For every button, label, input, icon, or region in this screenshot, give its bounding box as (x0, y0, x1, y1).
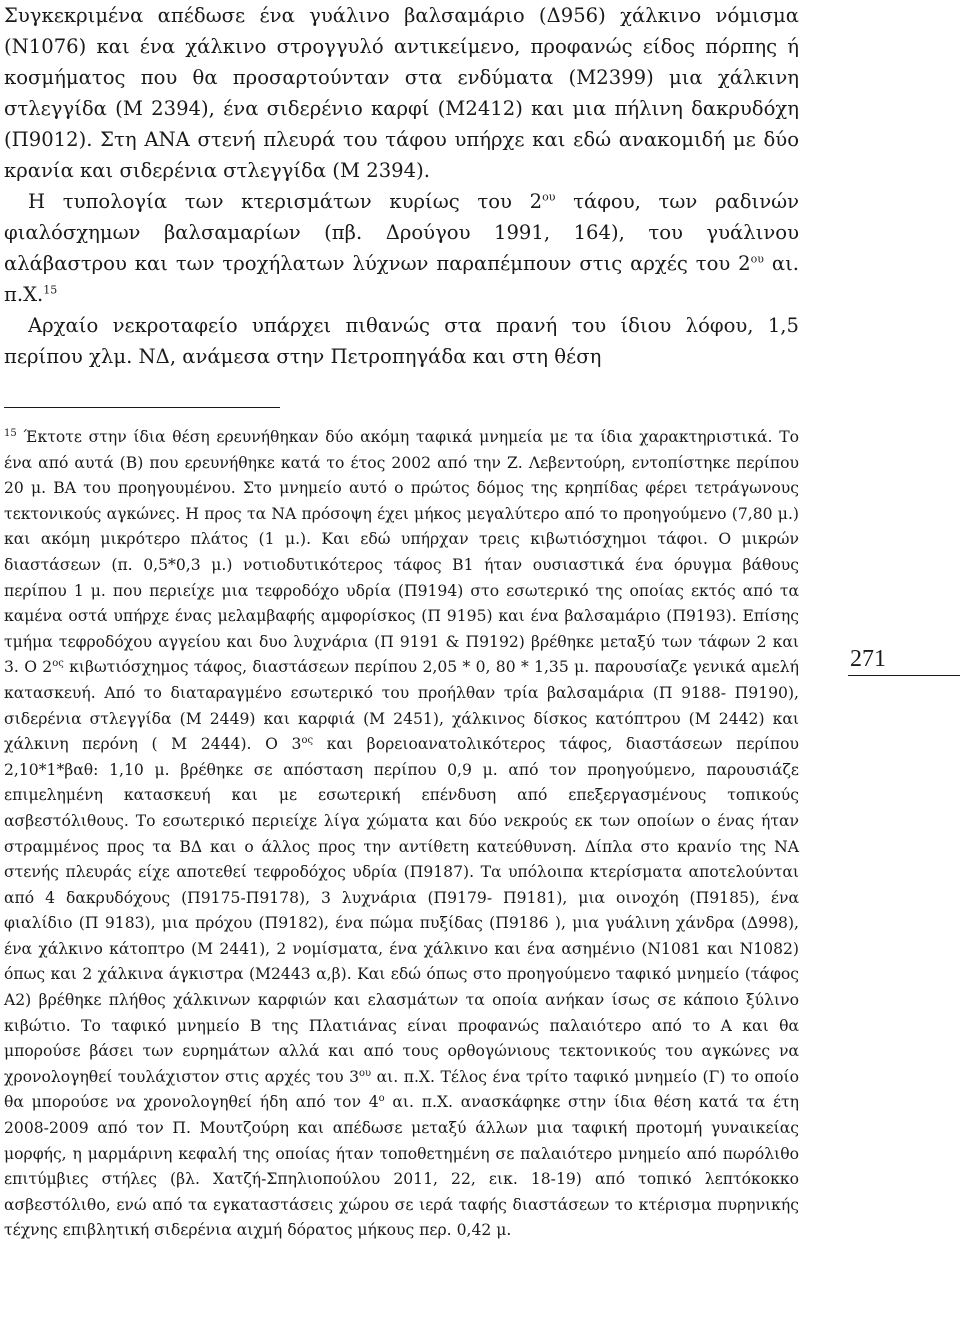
paragraph-2: Η τυπολογία των κτερισμάτων κυρίως του $2^{o\upsilon}$ τάφου, των ραδινών φιαλόσχημων βαλσαμαρίων (πβ. Δρούγου 1991, 164), του γυάλινου αλάβαστρου και των τροχήλατων λύχνων παραπέμπουν στις αρχές του $2^{o\upsilon}$ αι. π.Χ.$^{15}$ (4, 190, 800, 306)
superscript: ου (359, 1067, 372, 1079)
footnote-separator (4, 407, 280, 408)
superscript: ου (750, 252, 764, 266)
page-number-rule (848, 675, 960, 676)
superscript: ου (542, 190, 556, 204)
paragraph-1: Συγκεκριμένα απέδωσε ένα γυάλινο βαλσαμάριο (Δ956) χάλκινο νόμισμα (Ν1076) και ένα χάλκινο στρογγυλό αντικείμενο, προφανώς είδος πόρπης ή κοσμήματος που θα προσαρτούνταν στα ενδύματα (Μ2399) μια χάλκινη στλεγγίδα (Μ 2394), ένα σιδερένιο καρφί (Μ2412) και μια πήλινη δακρυδόχη (Π9012). Στη ΑΝΑ στενή πλευρά του τάφου υπήρχε και εδώ ανακομιδή με δύο κρανία και σιδερένια στλεγγίδα (Μ 2394). (4, 4, 799, 182)
footnote (4, 425, 799, 1244)
page-number (848, 644, 960, 676)
footnote-number: 15 (4, 427, 17, 439)
footnote-reference[interactable]: 15 (43, 283, 58, 297)
main-text (4, 0, 799, 372)
page-number-text: 271 (850, 646, 886, 672)
superscript: ος (301, 734, 314, 746)
superscript: ο (378, 1093, 385, 1105)
footnote-paragraph: $^{15}$ Έκτοτε στην ίδια θέση ερευνήθηκαν δύο ακόμη ταφικά μνημεία με τα ίδια χαρακτηριστικά. Το ένα από αυτά (Β) που ερευνήθηκε κατά το έτος 2002 από την Ζ. Λεβεντούρη, εντοπίστηκε περίπου 20 μ. ΒΑ του προηγουμένου. Στο μνημείο αυτό ο πρώτος δόμος της κρηπίδας φέρει τετράγωνους τεκτονικούς αγκώνες. Η προς τα ΝΑ πρόσοψη έχει μήκος μεγαλύτερο από το προηγούμενο (7,80 μ.) και ακόμη μικρότερο πλάτος (1 μ.). Και εδώ υπήρχαν τρεις κιβωτιόσχημοι τάφοι. Ο μικρών διαστάσεων (π. 0,5*0,3 μ.) νοτιοδυτικότερος τάφος Β1 ήταν ουσιαστικά ένα όρυγμα βάθους περίπου 1 μ. που περιείχε μια τεφροδόχο υδρία (Π9194) στο εσωτερικό της οποίας εκτός από τα καμένα οστά υπήρχε ένας μελαμβαφής αμφορίσκος (Π 9195) και ένα βαλσαμάριο (Π9193). Επίσης τμήμα τεφροδόχου αγγείου και δυο λυχνάρια (Π 9191 & Π9192) βρέθηκε μεταξύ των τάφων 2 και 3. Ο $2^{o\varsigma}$ κιβωτιόσχημος τάφος, διαστάσεων περίπου 2,05 * 0, 80 * 1,35 μ. παρουσίαζε γενικά αμελή κατασκευή. Από το διαταραγμένο εσωτερικό του προήλθαν τρία βαλσαμάρια (Π 9188- Π9190), σιδερένια στλεγγίδα (Μ 2449) και καρφιά (Μ 2451), χάλκινος δίσκος κατόπτρου (Μ 2442) και χάλκινη περόνη ( Μ 2444). Ο $3^{o\varsigma}$ και βορειοανατολικότερος τάφος, διαστάσεων περίπου 2,10*1*βαθ: 1,10 μ. βρέθηκε σε απόσταση περίπου 0,9 μ. από τον προηγούμενο, παρουσιάζε επιμελημένη κατασκευή και με εσωτερική επένδυση από επεξεργασμένους τοπικούς ασβεστόλιθους. Το εσωτερικό περιείχε λίγα χώματα και δύο νεκρούς εκ των οποίων ο ένας ήταν στραμμένος προς τα ΒΔ και ο άλλος προς την αντίθετη κατεύθυνση. Δίπλα στο κρανίο της ΝΑ στενής πλευράς είχε αποτεθεί τεφροδόχος υδρία (Π9187). Τα υπόλοιπα κτερίσματα αποτελούνται από 4 δακρυδόχους (Π9175-Π9178), 3 λυχνάρια (Π9179- Π9181), μια οινοχόη (Π9185), ένα φιαλίδιο (Π 9183), μια πρόχου (Π9182), ένα πώμα πυξίδας (Π9186 ), μια γυάλινη χάνδρα (Δ998), ένα χάλκινο κάτοπτρο (Μ 2441), 2 νομίσματα, ένα χάλκινο και ένα ασημένιο (Ν1081 και Ν1082) όπως και 2 χάλκινα άγκιστρα (Μ2443 α,β). Και εδώ όπως στο προηγούμενο ταφικό μνημείο (τάφος Α2) βρέθηκε πλήθος χάλκινων καρφιών και ελασμάτων τα οποία ανήκαν ίσως σε κάποιο ξύλινο κιβώτιο. Το ταφικό μνημείο Β της Πλατιάνας είναι προφανώς παλαιότερο από το Α και θα μπορούσε βάσει των ευρημάτων αλλά και από τους ορθογώνιους τεκτονικούς του αγκώνες να χρονολογηθεί τουλάχιστον στις αρχές του $3^{o\upsilon}$ αι. π.Χ. Τέλος ένα τρίτο ταφικό μνημείο (Γ) το οποίο θα μπορούσε να χρονολογηθεί ήδη από τον $4^o$ αι. π.Χ. ανασκάφηκε στην ίδια θέση κατά τα έτη 2008-2009 από τον Π. Μουτζούρη και απέδωσε μεταξύ άλλων μια ταφική προτομή γυναικείας μορφής, η μαρμάρινη κεφαλή της οποίας ήταν τοποθετημένη σε παλαιότερο μνημείο από πωρόλιθο επιτύμβιες στήλες (βλ. Χατζή-Σπηλιοπούλου 2011, 22, εικ. 18-19) από τοπικό λεπτόκοκκο ασβεστόλιθο, ενώ από τα εγκαταστάσεις χώρου σε ιερά ταφής διαστάσεων το κτέρισμα πυρηνικής τέχνης επιβλητική σιδερένια αιχμή δόρατος μήκους περ. 0,42 μ. (4, 427, 800, 1240)
superscript: ος (52, 658, 64, 670)
paragraph-3: Αρχαίο νεκροταφείο υπάρχει πιθανώς στα πρανή του ίδιου λόφου, 1,5 περίπου χλμ. ΝΔ, ανάμεσα στην Πετροπηγάδα και στη θέση (4, 314, 799, 368)
